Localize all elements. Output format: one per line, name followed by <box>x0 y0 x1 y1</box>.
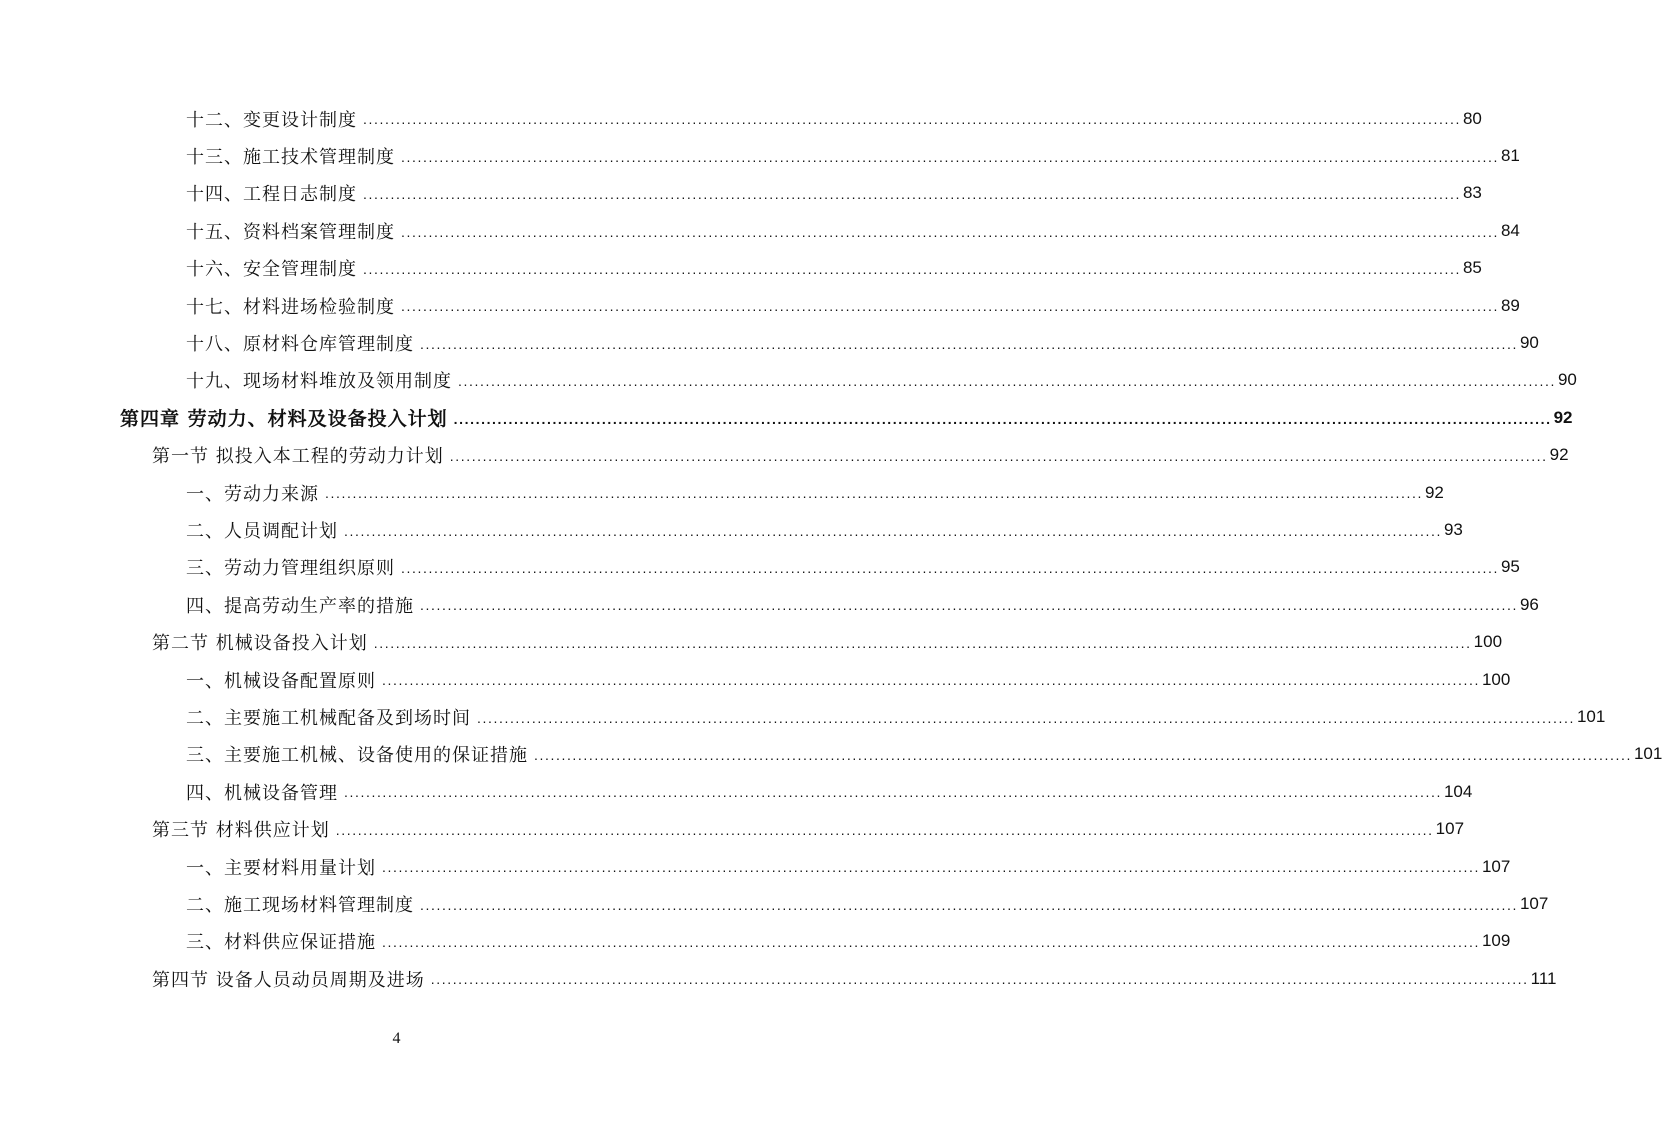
dot-leader: ........................................................................................................................................................................................................ <box>344 522 1442 539</box>
toc-entry-page: 95 <box>1500 557 1520 577</box>
toc-entry[interactable] <box>0 661 1511 698</box>
toc-entry-title: 一、劳动力来源 <box>186 483 319 505</box>
toc-entry-page: 107 <box>1481 856 1511 876</box>
dot-leader: ........................................................................................................................................................................................................ <box>325 485 1423 502</box>
toc-entry-page: 92 <box>1553 407 1573 427</box>
toc-entry[interactable] <box>0 362 1577 399</box>
toc-section-entry[interactable] <box>0 960 1557 997</box>
dot-leader: ........................................................................................................................................................................................................ <box>458 373 1556 390</box>
toc-section-entry[interactable] <box>0 437 1569 474</box>
toc-entry-page: 80 <box>1462 108 1482 128</box>
dot-leader: ........................................................................................................................................................................................................ <box>363 260 1461 277</box>
toc-entry[interactable] <box>0 773 1473 810</box>
dot-leader: ........................................................................................................................................................................................................ <box>382 933 1480 950</box>
toc-entry-title: 十三、施工技术管理制度 <box>186 147 395 169</box>
toc-entry[interactable] <box>0 100 1482 137</box>
dot-leader: ........................................................................................................................................................................................................ <box>449 447 1548 464</box>
dot-leader: ........................................................................................................................................................................................................ <box>534 747 1632 764</box>
toc-entry-page: 89 <box>1500 295 1520 315</box>
toc-entry-title: 第四节 设备人员动员周期及进场 <box>152 969 425 991</box>
toc-entry-title: 十八、原材料仓库管理制度 <box>186 334 414 356</box>
dot-leader: ........................................................................................................................................................................................................ <box>420 597 1518 614</box>
toc-entry[interactable] <box>0 511 1463 548</box>
toc-entry-page: 81 <box>1500 146 1520 166</box>
toc-entry-title: 十五、资料档案管理制度 <box>186 221 395 243</box>
toc-entry-title: 第一节 拟投入本工程的劳动力计划 <box>152 446 444 468</box>
toc-entry-title: 十九、现场材料堆放及领用制度 <box>186 371 452 393</box>
dot-leader: ........................................................................................................................................................................................................ <box>453 410 1552 427</box>
toc-entry-title: 一、机械设备配置原则 <box>186 670 376 692</box>
dot-leader: ........................................................................................................................................................................................................ <box>335 821 1434 838</box>
toc-section-entry[interactable] <box>0 810 1465 847</box>
dot-leader: ........................................................................................................................................................................................................ <box>420 335 1518 352</box>
toc-entry[interactable] <box>0 586 1539 623</box>
toc-entry-title: 三、劳动力管理组织原则 <box>186 558 395 580</box>
toc-entry-page: 85 <box>1462 258 1482 278</box>
dot-leader: ........................................................................................................................................................................................................ <box>363 186 1461 203</box>
toc-entry-page: 104 <box>1443 781 1473 801</box>
toc-entry[interactable] <box>0 885 1549 922</box>
toc-entry-title: 四、机械设备管理 <box>186 782 338 804</box>
toc-entry-title: 二、主要施工机械配备及到场时间 <box>186 707 471 729</box>
dot-leader: ........................................................................................................................................................................................................ <box>373 634 1472 651</box>
toc-section-entry[interactable] <box>0 623 1503 660</box>
toc-entry[interactable] <box>0 212 1520 249</box>
toc-entry-title: 第三节 材料供应计划 <box>152 820 330 842</box>
toc-entry-page: 107 <box>1435 819 1465 839</box>
toc-entry-title: 二、施工现场材料管理制度 <box>186 894 414 916</box>
toc-entry-title: 第二节 机械设备投入计划 <box>152 633 368 655</box>
toc-entry-title: 三、主要施工机械、设备使用的保证措施 <box>186 745 528 767</box>
toc-entry-title: 四、提高劳动生产率的措施 <box>186 595 414 617</box>
dot-leader: ........................................................................................................................................................................................................ <box>477 709 1575 726</box>
toc-chapter-entry[interactable] <box>0 399 1573 436</box>
toc-entry-page: 101 <box>1576 706 1606 726</box>
dot-leader: ........................................................................................................................................................................................................ <box>401 148 1499 165</box>
page-number: 4 <box>392 1030 401 1047</box>
toc-entry-page: 111 <box>1530 968 1557 988</box>
dot-leader: ........................................................................................................................................................................................................ <box>382 859 1480 876</box>
toc-entry-title: 一、主要材料用量计划 <box>186 857 376 879</box>
toc-entry-title: 十二、变更设计制度 <box>186 109 357 131</box>
toc-entry-title: 十六、安全管理制度 <box>186 259 357 281</box>
toc-entry-page: 84 <box>1500 220 1520 240</box>
toc-entry-page: 90 <box>1557 370 1577 390</box>
toc-entry[interactable] <box>0 736 1662 773</box>
table-of-contents <box>0 100 1662 997</box>
toc-entry[interactable] <box>0 698 1606 735</box>
toc-entry-page: 109 <box>1481 931 1511 951</box>
toc-entry[interactable] <box>0 474 1444 511</box>
toc-entry[interactable] <box>0 324 1539 361</box>
toc-entry-page: 100 <box>1481 669 1511 689</box>
toc-entry-title: 十四、工程日志制度 <box>186 184 357 206</box>
dot-leader: ........................................................................................................................................................................................................ <box>401 223 1499 240</box>
toc-entry-page: 100 <box>1473 632 1503 652</box>
toc-entry[interactable] <box>0 848 1511 885</box>
toc-entry-title: 十七、材料进场检验制度 <box>186 296 395 318</box>
dot-leader: ........................................................................................................................................................................................................ <box>420 896 1518 913</box>
toc-entry-page: 107 <box>1519 893 1549 913</box>
dot-leader: ........................................................................................................................................................................................................ <box>430 971 1529 988</box>
toc-entry[interactable] <box>0 287 1520 324</box>
toc-entry[interactable] <box>0 549 1520 586</box>
toc-entry-title: 三、材料供应保证措施 <box>186 932 376 954</box>
toc-entry-page: 93 <box>1443 519 1463 539</box>
toc-entry-page: 90 <box>1519 333 1539 353</box>
dot-leader: ........................................................................................................................................................................................................ <box>344 784 1442 801</box>
toc-entry-title: 第四章 劳动力、材料及设备投入计划 <box>120 408 448 431</box>
toc-entry-page: 92 <box>1549 445 1569 465</box>
toc-entry-page: 96 <box>1519 594 1539 614</box>
toc-entry-title: 二、人员调配计划 <box>186 520 338 542</box>
toc-entry[interactable] <box>0 175 1482 212</box>
dot-leader: ........................................................................................................................................................................................................ <box>363 111 1461 128</box>
toc-entry[interactable] <box>0 923 1511 960</box>
dot-leader: ........................................................................................................................................................................................................ <box>401 560 1499 577</box>
toc-entry[interactable] <box>0 250 1482 287</box>
dot-leader: ........................................................................................................................................................................................................ <box>401 298 1499 315</box>
toc-entry-page: 83 <box>1462 183 1482 203</box>
dot-leader: ........................................................................................................................................................................................................ <box>382 672 1480 689</box>
toc-entry-page: 92 <box>1424 482 1444 502</box>
toc-entry-page: 101 <box>1633 744 1662 764</box>
toc-entry[interactable] <box>0 137 1520 174</box>
